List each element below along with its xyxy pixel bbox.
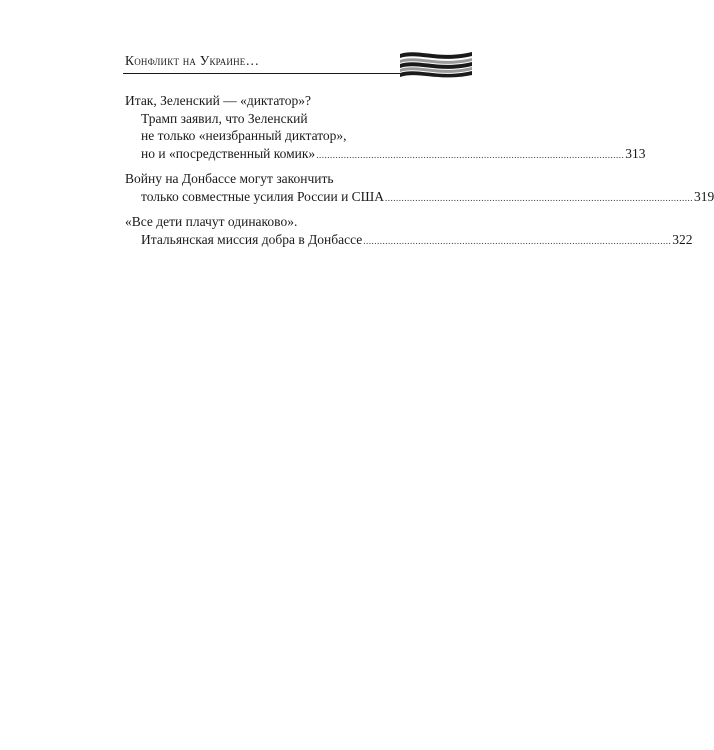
toc-title-line: Трамп заявил, что Зеленский <box>141 110 308 126</box>
toc-page-number: 319 <box>694 188 714 204</box>
toc-page-number: 322 <box>672 231 693 247</box>
dot-leader: ................................................................................................................ <box>363 235 672 246</box>
toc-title-line: Войну на Донбассе могут закончить <box>125 171 334 186</box>
toc-title-line: только совместные усилия России и США <box>141 188 385 204</box>
toc-title-line: Итак, Зеленский — «диктатор»? <box>125 93 311 108</box>
toc-entry[interactable] <box>125 213 693 250</box>
toc-entry[interactable] <box>125 92 646 164</box>
dot-leader: ................................................................................................................ <box>316 149 625 160</box>
toc-page-number: 313 <box>625 145 646 161</box>
header-rule <box>123 73 400 74</box>
toc-entry[interactable] <box>125 170 714 207</box>
dot-leader: ................................................................................................................ <box>385 192 694 203</box>
st-george-ribbon-icon <box>398 48 474 78</box>
toc-title-line: Итальянская миссия добра в Донбассе <box>141 231 363 247</box>
toc-title-line: но и «посредственный комик» <box>141 145 316 161</box>
running-head: Конфликт на Украине… <box>125 53 260 68</box>
toc-title-line: не только «неизбранный диктатор», <box>141 128 347 143</box>
table-of-contents <box>125 92 714 256</box>
toc-title-line: «Все дети плачут одинаково». <box>125 214 298 229</box>
